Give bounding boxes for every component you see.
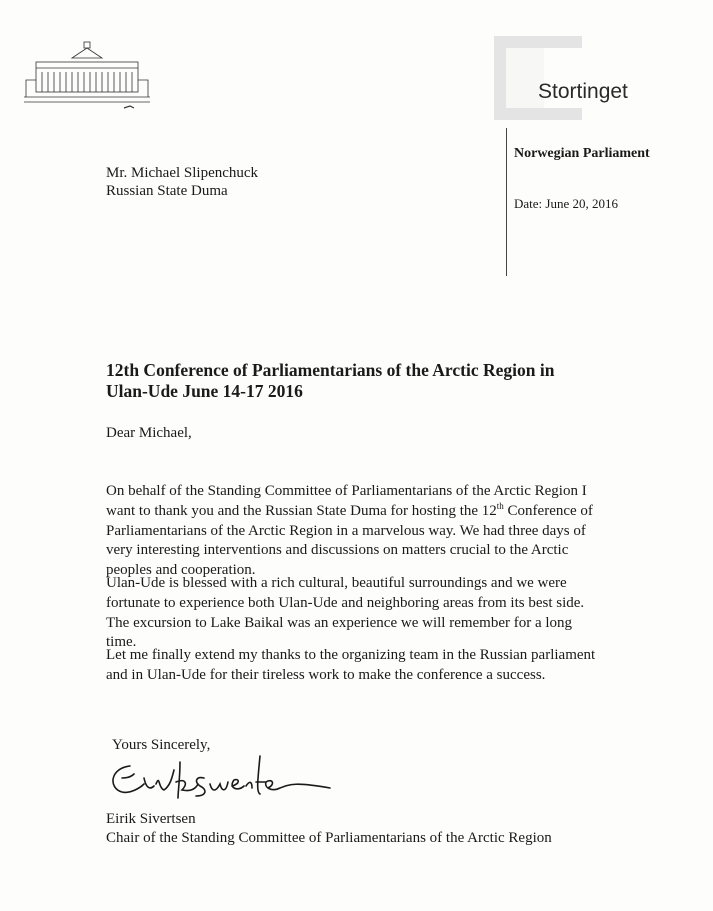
recipient-name: Mr. Michael Slipenchuck	[106, 165, 259, 181]
paragraph-line: time.	[106, 634, 137, 651]
handwritten-signature	[100, 748, 340, 808]
paragraph-line: Parliamentarians of the Arctic Region in a marvelous way. We had three days of	[106, 522, 586, 539]
header-divider	[506, 128, 507, 276]
paragraph-line: very interesting interventions and discussions on matters crucial to the Arctic	[106, 542, 569, 559]
body-paragraph-1	[106, 482, 616, 581]
paragraph-line: Let me finally extend my thanks to the organizing team in the Russian parliament	[106, 647, 596, 663]
subject-line-2: Ulan-Ude June 14-17 2016	[106, 381, 303, 401]
paragraph-line: fortunate to experience both Ulan-Ude and neighboring areas from its best side.	[106, 594, 585, 611]
signer-name: Eirik Sivertsen	[106, 811, 196, 827]
text-segment: Conference of	[503, 502, 593, 519]
subject-heading	[106, 360, 586, 402]
logo-bracket-top	[494, 36, 582, 48]
body-paragraph-3	[106, 646, 616, 686]
closing: Yours Sincerely,	[112, 737, 211, 753]
paragraph-line: On behalf of the Standing Committee of Parliamentarians of the Arctic Region I	[106, 483, 587, 499]
stortinget-logo	[494, 36, 670, 120]
paragraph-line: Ulan-Ude is blessed with a rich cultural, beautiful surroundings and we were	[106, 575, 567, 591]
paragraph-line: peoples and cooperation.	[106, 562, 256, 579]
brand-name: Stortinget	[538, 80, 628, 103]
parliament-building-icon	[22, 40, 152, 110]
body-paragraph-2	[106, 574, 616, 653]
salutation: Dear Michael,	[106, 425, 192, 441]
signer-title: Chair of the Standing Committee of Parliamentarians of the Arctic Region	[106, 830, 552, 846]
recipient-organization: Russian State Duma	[106, 183, 228, 199]
text-segment: want to thank you and the Russian State Duma for hosting the 12	[106, 502, 497, 519]
organization-name: Norwegian Parliament	[514, 146, 650, 161]
recipient-block	[106, 164, 258, 200]
ordinal-suffix: th	[496, 500, 504, 511]
letter-date: Date: June 20, 2016	[514, 196, 618, 211]
paragraph-line	[106, 502, 616, 522]
logo-bracket-bottom	[494, 108, 582, 120]
subject-line-1: 12th Conference of Parliamentarians of the Arctic Region in	[106, 360, 555, 380]
paragraph-line: and in Ulan-Ude for their tireless work to make the conference a success.	[106, 666, 546, 683]
paragraph-line: The excursion to Lake Baikal was an experience we will remember for a long	[106, 614, 573, 631]
signer-block	[106, 810, 552, 848]
